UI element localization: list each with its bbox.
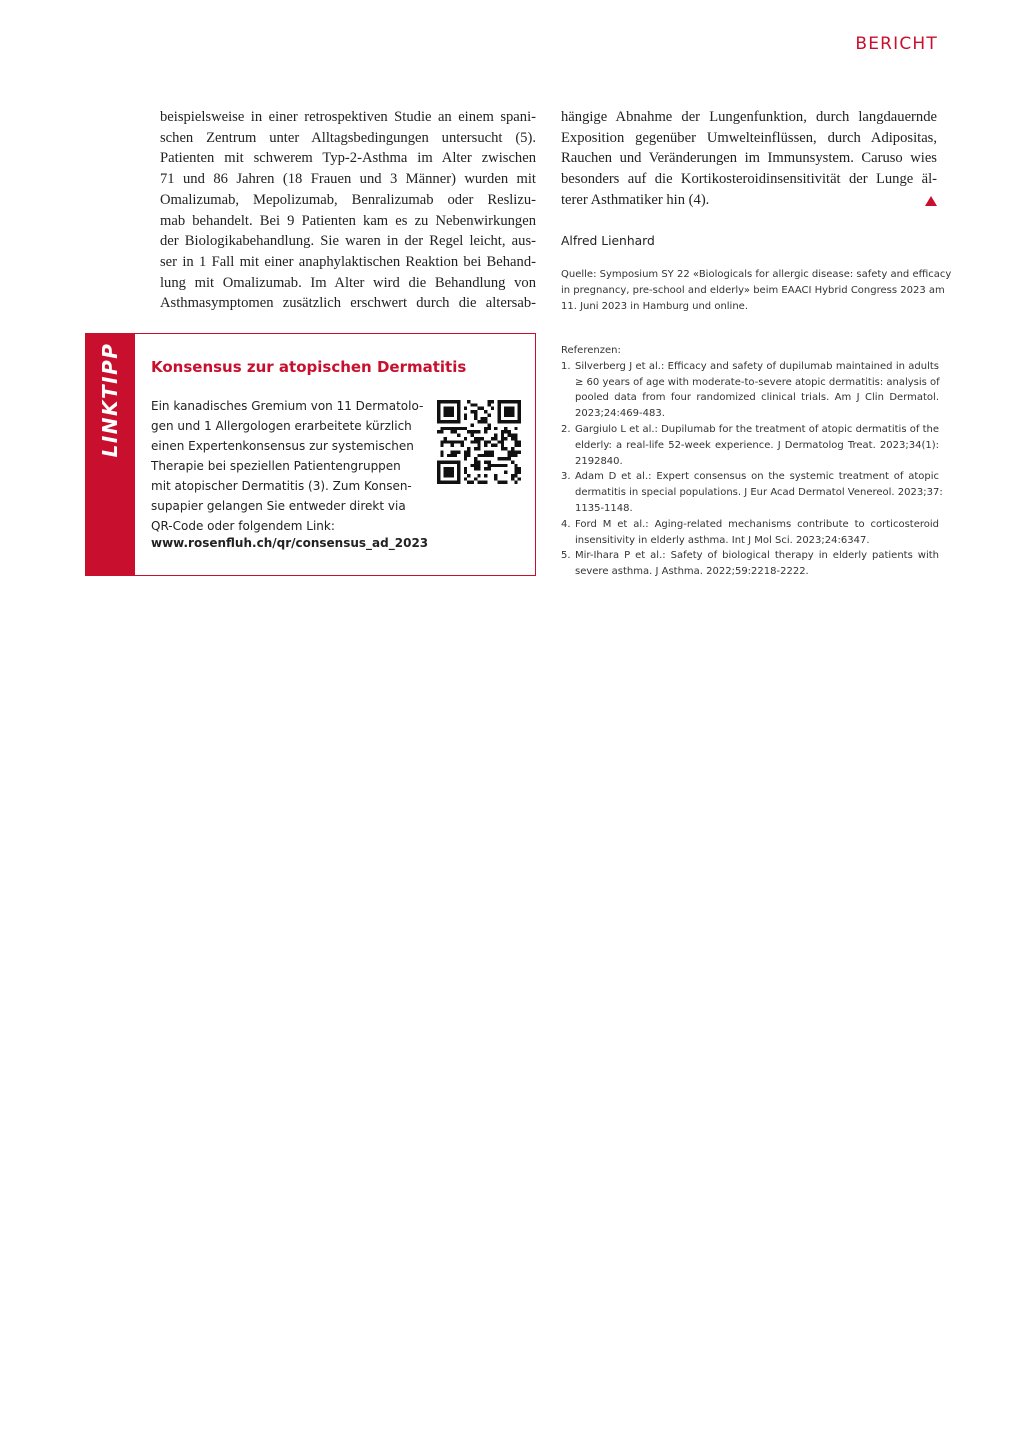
article-line: beispielsweise in einer retrospektiven Studie an einem spani- (160, 109, 536, 125)
source-line: in pregnancy, pre-school and elderly» beim EAACI Hybrid Congress 2023 am (561, 284, 945, 296)
reference-line: Mir-Ihara P et al.: Safety of biological therapy in elderly patients with (575, 550, 939, 562)
reference-line: 2023;24:469-483. (575, 408, 665, 420)
linktipp-title: Konsensus zur atopischen Dermatitis (151, 358, 467, 376)
reference-number: 5. (561, 550, 571, 562)
linktipp-sidebar (86, 334, 135, 575)
linktipp-line: supapier gelangen Sie entweder direkt via (151, 499, 406, 513)
article-line: lung mit Omalizumab. Im Alter wird die Behandlung von (160, 274, 536, 291)
article-line: hängige Abnahme der Lungenfunktion, durch langdauernde (561, 109, 937, 125)
linktipp-line: Therapie bei speziellen Patientengruppen (151, 459, 401, 473)
references-title: Referenzen: (561, 345, 621, 356)
linktipp-label: LINKTIPP (98, 342, 122, 458)
reference-line: Ford M et al.: Aging-related mechanisms contribute to corticosteroid (575, 518, 939, 530)
reference-line: Adam D et al.: Expert consensus on the systemic treatment of atopic (575, 471, 939, 483)
reference-number: 3. (561, 471, 571, 483)
reference-line: severe asthma. J Asthma. 2022;59:2218-2222. (575, 566, 809, 578)
article-right-column (561, 107, 937, 211)
linktipp-line: einen Expertenkonsensus zur systemischen (151, 439, 414, 453)
reference-item (561, 548, 939, 580)
linktipp-box (85, 333, 536, 576)
source-line: 11. Juni 2023 in Hamburg und online. (561, 300, 749, 312)
reference-line: elderly: a real-life 52-week experience. J Dermatolog Treat. 2023;34(1): (575, 439, 939, 451)
reference-line: Gargiulo L et al.: Dupilumab for the treatment of atopic dermatitis of the (575, 423, 939, 435)
source-note (561, 267, 952, 314)
article-line: 71 und 86 Jahren (18 Frauen und 3 Männer) wurden mit (160, 171, 536, 188)
article-line: Rauchen und Veränderungen im Immunsystem. Caruso wies (561, 150, 937, 167)
article-line: Asthmasymptomen zusätzlich erschwert durch die altersab- (160, 295, 536, 312)
article-line: schen Zentrum unter Alltagsbedingungen untersucht (5). (160, 129, 536, 146)
reference-line: insensitivity in elderly asthma. Int J Mol Sci. 2023;24:6347. (575, 534, 870, 546)
author-name: Alfred Lienhard (561, 234, 655, 248)
references (561, 343, 943, 580)
reference-line: 2192840. (575, 455, 623, 467)
reference-number: 1. (561, 360, 571, 372)
reference-number: 4. (561, 518, 571, 530)
article-line: terer Asthmatiker hin (4). (561, 191, 710, 208)
reference-item (561, 359, 939, 422)
article-line: Omalizumab, Mepolizumab, Benralizumab oder Reslizu- (160, 191, 536, 208)
reference-item (561, 469, 943, 516)
linktipp-line: QR-Code oder folgendem Link: (151, 519, 335, 533)
section-header: BERICHT (855, 34, 938, 54)
article-line: Exposition gegenüber Umwelteinflüssen, durch Adipositas, (561, 129, 937, 146)
article-line: der Biologikabehandlung. Sie waren in der Regel leicht, aus- (160, 233, 536, 250)
reference-line: 1135-1148. (575, 502, 633, 514)
end-of-article-triangle-icon (925, 196, 937, 206)
article-left-column (160, 107, 536, 314)
linktipp-line: Ein kanadisches Gremium von 11 Dermatolo- (151, 399, 424, 413)
consensus-link[interactable]: www.rosenfluh.ch/qr/consensus_ad_2023 (151, 536, 429, 550)
article-line: ser in 1 Fall mit einer anaphylaktischen Reaktion bei Behand- (160, 253, 536, 270)
reference-line: pooled data from four randomized clinical trials. Am J Clin Dermatol. (575, 392, 939, 404)
reference-line: dermatitis in special populations. J Eur Acad Dermatol Venereol. 2023;37: (575, 487, 943, 499)
article-line: besonders auf die Kortikosteroidinsensitivität der Lunge äl- (561, 171, 937, 188)
linktipp-line: mit atopischer Dermatitis (3). Zum Konsen- (151, 479, 412, 493)
reference-item (561, 422, 939, 469)
source-line: Quelle: Symposium SY 22 «Biologicals for allergic disease: safety and efficacy (561, 269, 952, 280)
reference-number: 2. (561, 423, 571, 435)
reference-line: ≥ 60 years of age with moderate-to-severe atopic dermatitis: analysis of (575, 376, 940, 388)
linktipp-line: gen und 1 Allergologen erarbeitete kürzlich (151, 419, 412, 433)
qr-code-icon[interactable] (437, 400, 521, 484)
linktipp-text (151, 396, 423, 536)
reference-line: Silverberg J et al.: Efficacy and safety of dupilumab maintained in adults (575, 360, 939, 372)
article-line: Patienten mit schwerem Typ-2-Asthma im Alter zwischen (160, 150, 536, 167)
reference-item (561, 517, 939, 549)
article-line: mab behandelt. Bei 9 Patienten kam es zu Nebenwirkungen (160, 212, 536, 229)
